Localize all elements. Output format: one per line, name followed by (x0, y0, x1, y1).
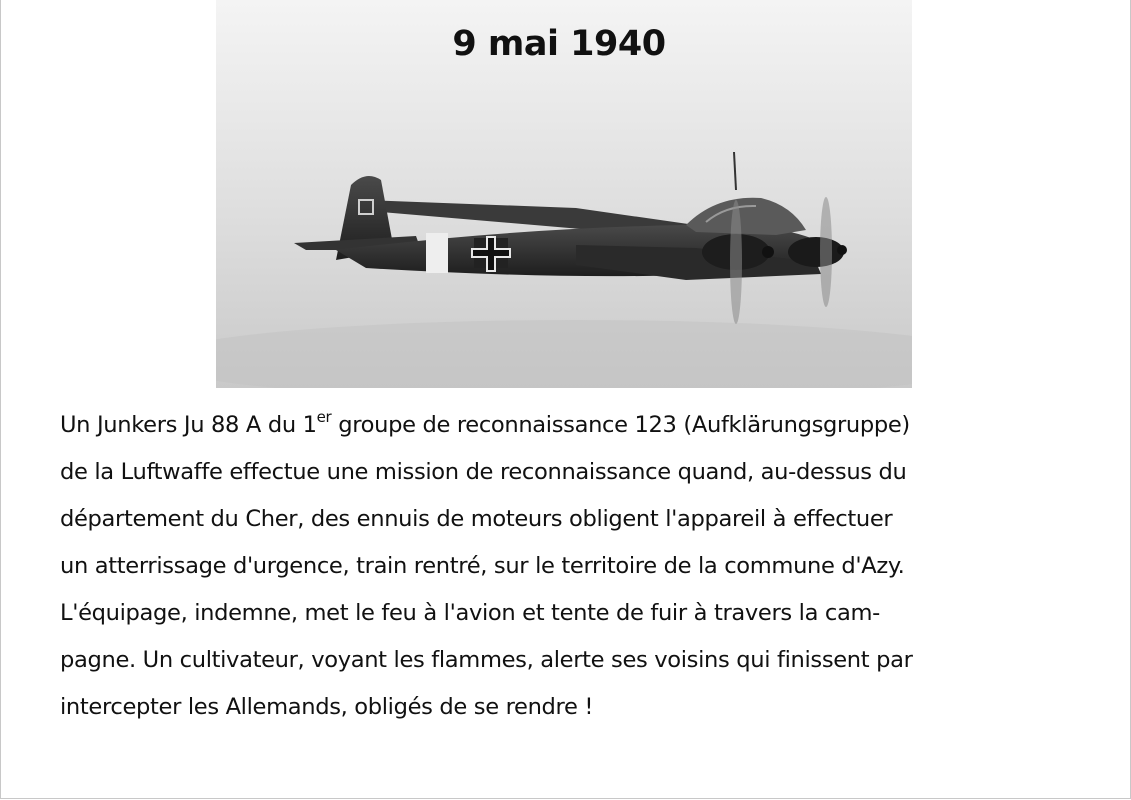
body-line: intercepter les Allemands, obligés de se rendre ! (60, 694, 594, 720)
body-line: L'équipage, indemne, met le feu à l'avion et tente de fuir à travers la cam- (60, 600, 880, 626)
body-line (60, 402, 1100, 449)
page-title: 9 mai 1940 (452, 24, 666, 64)
body-line: pagne. Un cultivateur, voyant les flammes, alerte ses voisins qui finissent par (60, 647, 913, 673)
body-line: département du Cher, des ennuis de moteurs obligent l'appareil à effectuer (60, 506, 893, 532)
body-text-segment: groupe de reconnaissance 123 (Aufklärungsgruppe) (331, 412, 910, 438)
body-line: un atterrissage d'urgence, train rentré, sur le territoire de la commune d'Azy. (60, 553, 905, 579)
body-paragraph (60, 402, 1100, 731)
superscript: er (316, 408, 332, 426)
body-text-segment: Un Junkers Ju 88 A du 1 (60, 412, 317, 438)
body-line: de la Luftwaffe effectue une mission de reconnaissance quand, au-dessus du (60, 459, 907, 485)
